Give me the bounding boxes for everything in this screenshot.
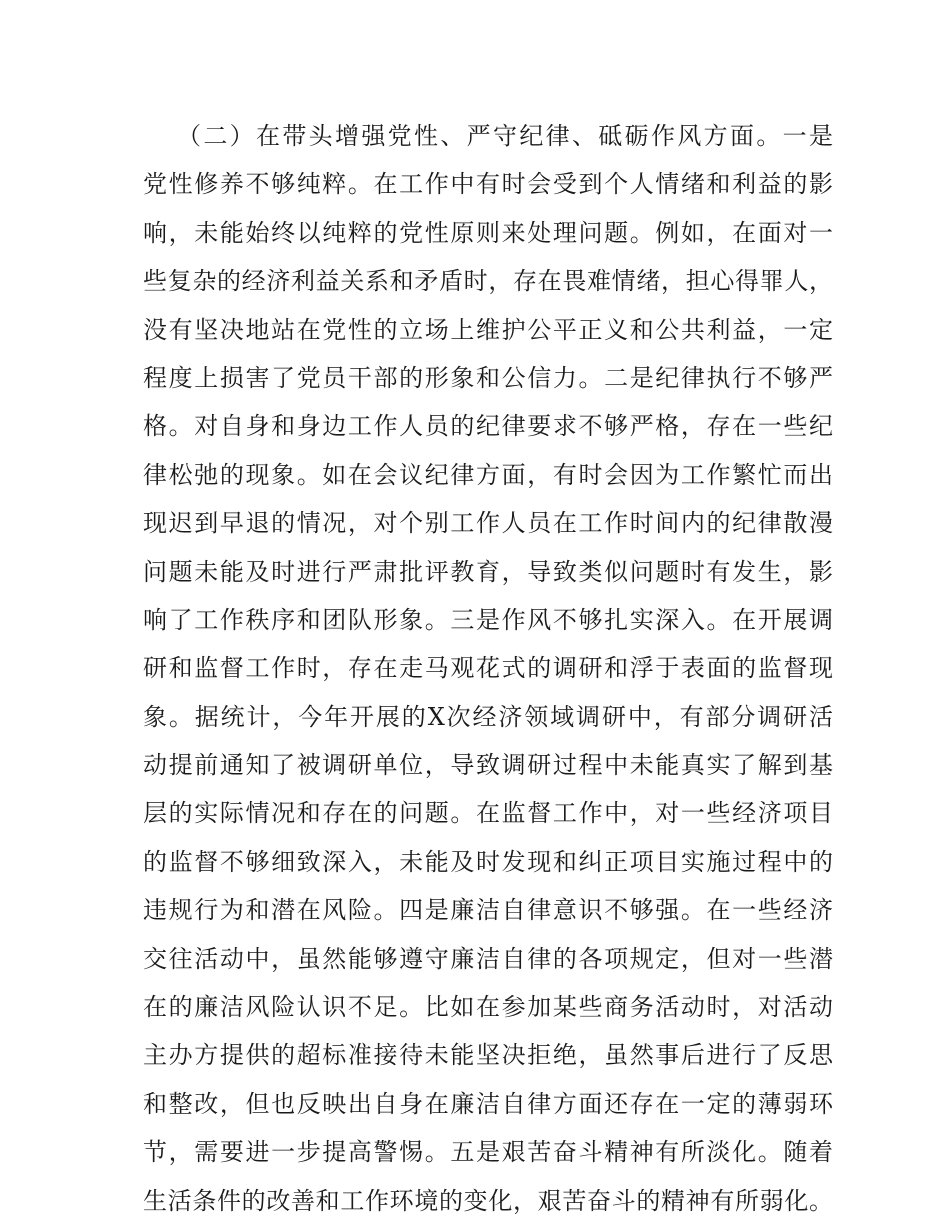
- paragraph-line: 象。据统计，今年开展的X次经济领域调研中，有部分调研活: [143, 702, 833, 731]
- paragraph-line: 程度上损害了党员干部的形象和公信力。二是纪律执行不够严: [143, 363, 833, 392]
- paragraph-line: 律松弛的现象。如在会议纪律方面，有时会因为工作繁忙而出: [143, 460, 833, 489]
- paragraph-line: 响了工作秩序和团队形象。三是作风不够扎实深入。在开展调: [143, 605, 833, 634]
- paragraph: [143, 112, 833, 1225]
- paragraph-line: 节，需要进一步提高警惕。五是艰苦奋斗精神有所淡化。随着: [143, 1138, 833, 1167]
- paragraph-line: 生活条件的改善和工作环境的变化，艰苦奋斗的精神有所弱化。: [143, 1186, 833, 1215]
- paragraph-line: 主办方提供的超标准接待未能坚决拒绝，虽然事后进行了反思: [143, 1041, 833, 1070]
- paragraph-line: 响，未能始终以纯粹的党性原则来处理问题。例如，在面对一: [143, 218, 833, 247]
- paragraph-line: 动提前通知了被调研单位，导致调研过程中未能真实了解到基: [143, 751, 833, 780]
- paragraph-line: 些复杂的经济利益关系和矛盾时，存在畏难情绪，担心得罪人，: [143, 267, 833, 296]
- paragraph-line: 研和监督工作时，存在走马观花式的调研和浮于表面的监督现: [143, 654, 833, 683]
- paragraph-line: 和整改，但也反映出自身在廉洁自律方面还存在一定的薄弱环: [143, 1089, 833, 1118]
- paragraph-line: 没有坚决地站在党性的立场上维护公平正义和公共利益，一定: [143, 315, 833, 344]
- paragraph-line: 违规行为和潜在风险。四是廉洁自律意识不够强。在一些经济: [143, 896, 833, 925]
- paragraph-line: 层的实际情况和存在的问题。在监督工作中，对一些经济项目: [143, 799, 833, 828]
- paragraph-line: 交往活动中，虽然能够遵守廉洁自律的各项规定，但对一些潜: [143, 944, 833, 973]
- paragraph-line: （二）在带头增强党性、严守纪律、砥砺作风方面。一是: [177, 122, 833, 150]
- paragraph-line: 在的廉洁风险认识不足。比如在参加某些商务活动时，对活动: [143, 993, 833, 1022]
- paragraph-line: 现迟到早退的情况，对个别工作人员在工作时间内的纪律散漫: [143, 509, 833, 538]
- paragraph-line: 党性修养不够纯粹。在工作中有时会受到个人情绪和利益的影: [143, 170, 833, 199]
- paragraph-line: 格。对自身和身边工作人员的纪律要求不够严格，存在一些纪: [143, 412, 833, 441]
- paragraph-line: 问题未能及时进行严肃批评教育，导致类似问题时有发生，影: [143, 557, 833, 586]
- paragraph-line: 的监督不够细致深入，未能及时发现和纠正项目实施过程中的: [143, 847, 833, 876]
